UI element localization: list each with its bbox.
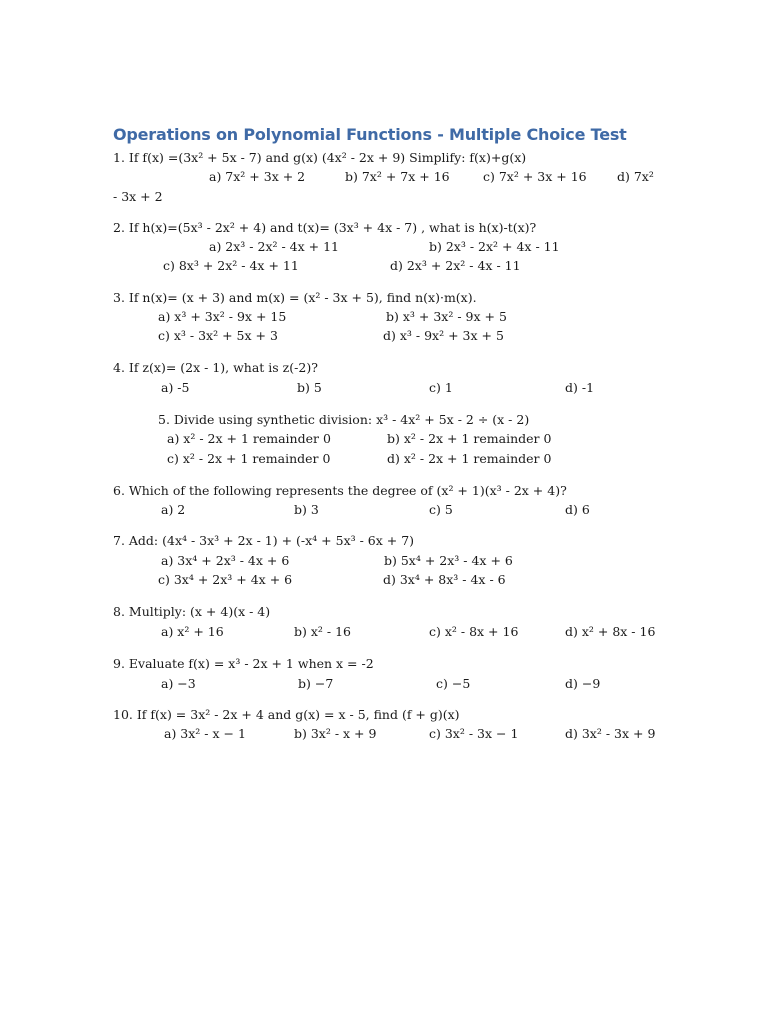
page-title: Operations on Polynomial Functions - Multiple Choice Test bbox=[113, 125, 627, 144]
question-1-option-d: d) 7x² bbox=[617, 169, 654, 184]
question-1-stem: 1. If f(x) =(3x² + 5x - 7) and g(x) (4x² - 2x + 9) Simplify: f(x)+g(x) bbox=[113, 150, 527, 165]
question-6-stem: 6. Which of the following represents the degree of (x² + 1)(x³ - 2x + 4)? bbox=[113, 483, 567, 498]
question-8-option-c: c) x² - 8x + 16 bbox=[429, 624, 519, 639]
question-7-stem: 7. Add: (4x⁴ - 3x³ + 2x - 1) + (-x⁴ + 5x³ - 6x + 7) bbox=[113, 533, 415, 548]
question-9-stem: 9. Evaluate f(x) = x³ - 2x + 1 when x = -2 bbox=[113, 656, 374, 671]
question-1-option-d-continued: - 3x + 2 bbox=[113, 189, 163, 204]
question-1-option-a: a) 7x² + 3x + 2 bbox=[209, 169, 306, 184]
question-10-option-c: c) 3x² - 3x − 1 bbox=[429, 726, 519, 741]
question-10-option-d: d) 3x² - 3x + 9 bbox=[565, 726, 656, 741]
question-6-option-b: b) 3 bbox=[294, 502, 319, 517]
question-2-option-c: c) 8x³ + 2x² - 4x + 11 bbox=[163, 258, 299, 273]
question-3-stem: 3. If n(x)= (x + 3) and m(x) = (x² - 3x + 5), find n(x)·m(x). bbox=[113, 290, 477, 305]
question-5-option-d: d) x² - 2x + 1 remainder 0 bbox=[387, 451, 552, 466]
question-8-option-d: d) x² + 8x - 16 bbox=[565, 624, 656, 639]
question-9-option-c: c) −5 bbox=[436, 676, 471, 691]
question-2-option-a: a) 2x³ - 2x² - 4x + 11 bbox=[209, 239, 339, 254]
question-2-option-d: d) 2x³ + 2x² - 4x - 11 bbox=[390, 258, 521, 273]
question-4-option-d: d) -1 bbox=[565, 380, 595, 395]
question-4-option-b: b) 5 bbox=[297, 380, 322, 395]
question-6-option-c: c) 5 bbox=[429, 502, 453, 517]
question-7-option-b: b) 5x⁴ + 2x³ - 4x + 6 bbox=[384, 553, 513, 568]
question-7-option-a: a) 3x⁴ + 2x³ - 4x + 6 bbox=[161, 553, 290, 568]
question-7-option-c: c) 3x⁴ + 2x³ + 4x + 6 bbox=[158, 572, 293, 587]
question-5-option-c: c) x² - 2x + 1 remainder 0 bbox=[167, 451, 331, 466]
question-9-option-b: b) −7 bbox=[298, 676, 334, 691]
question-7-option-d: d) 3x⁴ + 8x³ - 4x - 6 bbox=[383, 572, 506, 587]
question-10-option-b: b) 3x² - x + 9 bbox=[294, 726, 377, 741]
question-3-option-a: a) x³ + 3x² - 9x + 15 bbox=[158, 309, 287, 324]
question-6-option-d: d) 6 bbox=[565, 502, 590, 517]
question-8-stem: 8. Multiply: (x + 4)(x - 4) bbox=[113, 604, 271, 619]
question-2-stem: 2. If h(x)=(5x³ - 2x² + 4) and t(x)= (3x³ + 4x - 7) , what is h(x)-t(x)? bbox=[113, 220, 537, 235]
question-1-option-b: b) 7x² + 7x + 16 bbox=[345, 169, 450, 184]
question-4-option-a: a) -5 bbox=[161, 380, 190, 395]
question-5-stem: 5. Divide using synthetic division: x³ - 4x² + 5x - 2 ÷ (x - 2) bbox=[158, 412, 530, 427]
question-8-option-b: b) x² - 16 bbox=[294, 624, 351, 639]
question-4-stem: 4. If z(x)= (2x - 1), what is z(-2)? bbox=[113, 360, 318, 375]
question-10-option-a: a) 3x² - x − 1 bbox=[164, 726, 246, 741]
question-3-option-c: c) x³ - 3x² + 5x + 3 bbox=[158, 328, 278, 343]
question-3-option-d: d) x³ - 9x² + 3x + 5 bbox=[383, 328, 504, 343]
question-5-option-b: b) x² - 2x + 1 remainder 0 bbox=[387, 431, 552, 446]
question-10-stem: 10. If f(x) = 3x² - 2x + 4 and g(x) = x - 5, find (f + g)(x) bbox=[113, 707, 460, 722]
question-5-option-a: a) x² - 2x + 1 remainder 0 bbox=[167, 431, 331, 446]
question-2-option-b: b) 2x³ - 2x² + 4x - 11 bbox=[429, 239, 560, 254]
question-8-option-a: a) x² + 16 bbox=[161, 624, 224, 639]
question-6-option-a: a) 2 bbox=[161, 502, 186, 517]
question-3-option-b: b) x³ + 3x² - 9x + 5 bbox=[386, 309, 507, 324]
question-9-option-a: a) −3 bbox=[161, 676, 196, 691]
question-9-option-d: d) −9 bbox=[565, 676, 601, 691]
question-1-option-c: c) 7x² + 3x + 16 bbox=[483, 169, 587, 184]
question-4-option-c: c) 1 bbox=[429, 380, 453, 395]
